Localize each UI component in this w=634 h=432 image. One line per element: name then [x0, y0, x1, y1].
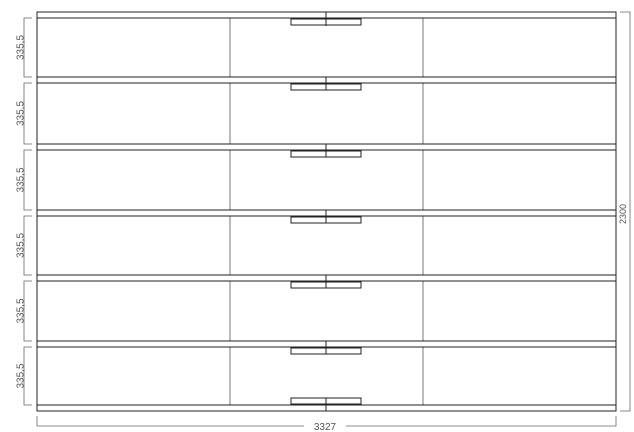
row-dimension-label-3: 335,5 [15, 167, 27, 193]
row-dimension-label-1: 335,5 [15, 34, 27, 61]
row-dimension-label-2: 335,5 [15, 100, 27, 127]
row-dimension-label-6: 335,5 [15, 363, 27, 389]
row-dimension-brackets [24, 18, 32, 405]
overall-width-label: 3327 [313, 422, 337, 432]
overall-height-label: 2300 [618, 203, 628, 225]
row-dimension-label-5: 335,5 [15, 298, 27, 324]
row-dimension-labels [16, 35, 27, 389]
row-dimension-label-4: 335,5 [15, 232, 27, 259]
